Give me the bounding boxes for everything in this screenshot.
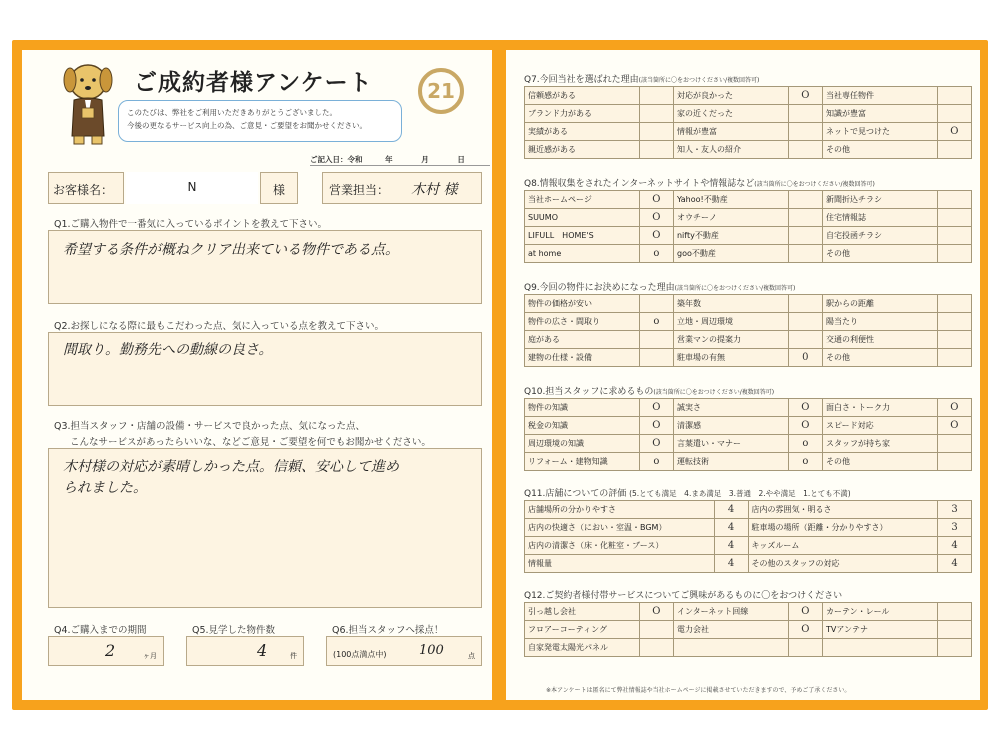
answer-mark-cell[interactable] bbox=[937, 191, 971, 209]
option-label-cell: 駅からの距離 bbox=[822, 295, 937, 313]
table-row bbox=[525, 331, 972, 349]
answer-2-box[interactable] bbox=[48, 332, 482, 406]
option-label-cell: 税金の知識 bbox=[525, 417, 640, 435]
date-year: 年 bbox=[385, 155, 393, 164]
question-9-heading bbox=[524, 280, 795, 293]
table-row bbox=[525, 105, 972, 123]
date-line bbox=[310, 154, 490, 166]
table-row bbox=[525, 537, 972, 555]
answer-mark-cell[interactable]: O bbox=[788, 603, 822, 621]
option-label-cell: 知識が豊富 bbox=[822, 105, 937, 123]
option-label-cell: スピード対応 bbox=[822, 417, 937, 435]
option-label-cell bbox=[673, 639, 788, 657]
option-label-cell: ブランド力がある bbox=[525, 105, 640, 123]
answer-mark-cell[interactable] bbox=[937, 639, 971, 657]
answer-mark-cell[interactable]: O bbox=[937, 123, 971, 141]
option-label-cell: インターネット回線 bbox=[673, 603, 788, 621]
option-label-cell: 建物の仕様・設備 bbox=[525, 349, 640, 367]
answer-mark-cell[interactable] bbox=[639, 331, 673, 349]
answer-mark-cell[interactable] bbox=[788, 105, 822, 123]
answer-mark-cell[interactable] bbox=[639, 295, 673, 313]
table-row bbox=[525, 227, 972, 245]
option-label-cell: 情報量 bbox=[525, 555, 715, 573]
survey-sheet bbox=[12, 40, 988, 710]
customer-label-cell bbox=[48, 172, 124, 204]
answer-mark-cell[interactable]: O bbox=[639, 191, 673, 209]
answer-4-box[interactable] bbox=[48, 636, 164, 666]
question-11-heading bbox=[524, 486, 851, 499]
question-7: Q7.今回当社を選ばれた理由 bbox=[524, 75, 639, 85]
century21-logo: 21 bbox=[418, 68, 464, 114]
question-9: Q9.今回の物件にお決めになった理由 bbox=[524, 283, 675, 293]
answer-mark-cell[interactable]: O bbox=[937, 417, 971, 435]
answer-mark-cell[interactable] bbox=[937, 87, 971, 105]
option-label-cell: 物件の広さ・間取り bbox=[525, 313, 640, 331]
answer-mark-cell[interactable]: 4 bbox=[938, 537, 972, 555]
answer-5-value: 4 bbox=[257, 641, 268, 660]
question-6: Q6.担当スタッフへ採点！ bbox=[332, 625, 444, 636]
option-label-cell: 親近感がある bbox=[525, 141, 640, 159]
table-row bbox=[525, 295, 972, 313]
option-label-cell: 対応が良かった bbox=[673, 87, 788, 105]
question-2: Q2.お探しになる際に最もこだわった点、気に入っている点を教えて下さい。 bbox=[54, 321, 384, 332]
answer-mark-cell[interactable]: 0 bbox=[788, 349, 822, 367]
question-12-table bbox=[524, 602, 972, 657]
answer-6-unit: 点 bbox=[468, 652, 475, 660]
option-label-cell: Yahoo!不動産 bbox=[673, 191, 788, 209]
footnote: ※本アンケートは匿名にて弊社情報誌や当社ホームページに掲載させていただきますので、予めご了承ください。 bbox=[546, 687, 851, 694]
answer-mark-cell[interactable] bbox=[937, 313, 971, 331]
option-label-cell: 築年数 bbox=[673, 295, 788, 313]
question-7-table bbox=[524, 86, 972, 159]
option-label-cell: その他 bbox=[822, 349, 937, 367]
option-label-cell: 清潔感 bbox=[673, 417, 788, 435]
date-day: 日 bbox=[457, 155, 465, 164]
answer-mark-cell[interactable] bbox=[788, 295, 822, 313]
question-9-hint: (該当箇所に〇をおつけください/複数回答可) bbox=[674, 285, 796, 292]
answer-mark-cell[interactable]: 4 bbox=[714, 519, 748, 537]
question-3-line-1: Q3.担当スタッフ・店舗の設備・サービスで良かった点、気になった点、 bbox=[54, 421, 366, 432]
answer-mark-cell[interactable]: o bbox=[788, 453, 822, 471]
answer-mark-cell[interactable]: 3 bbox=[938, 519, 972, 537]
answer-mark-cell[interactable] bbox=[937, 245, 971, 263]
option-label-cell: キッズルーム bbox=[748, 537, 938, 555]
answer-mark-cell[interactable] bbox=[937, 331, 971, 349]
answer-mark-cell[interactable] bbox=[788, 639, 822, 657]
option-label-cell: その他 bbox=[822, 141, 937, 159]
table-row bbox=[525, 191, 972, 209]
answer-mark-cell[interactable] bbox=[639, 105, 673, 123]
answer-mark-cell[interactable]: O bbox=[788, 399, 822, 417]
staff-label: 営業担当： bbox=[329, 183, 390, 197]
option-label-cell: 駐車場の場所（距離・分かりやすさ） bbox=[748, 519, 938, 537]
question-7-hint: (該当箇所に〇をおつけください/複数回答可) bbox=[638, 77, 760, 84]
option-label-cell: 店舗場所の分かりやすさ bbox=[525, 501, 715, 519]
option-label-cell bbox=[822, 639, 937, 657]
question-4: Q4.ご購入までの期間 bbox=[54, 625, 147, 636]
answer-mark-cell[interactable] bbox=[788, 209, 822, 227]
answer-1-text: 希望する条件が概ねクリア出来ている物件である点。 bbox=[63, 242, 399, 258]
answer-mark-cell[interactable] bbox=[937, 141, 971, 159]
table-row bbox=[525, 245, 972, 263]
table-row bbox=[525, 349, 972, 367]
answer-mark-cell[interactable]: 4 bbox=[714, 501, 748, 519]
answer-mark-cell[interactable]: 4 bbox=[714, 537, 748, 555]
question-3-line-2: こんなサービスがあったらいいな、などご意見・ご要望を何でもお聞かせください。 bbox=[70, 437, 431, 448]
answer-6-value: 100 bbox=[419, 643, 444, 658]
option-label-cell: 電力会社 bbox=[673, 621, 788, 639]
answer-mark-cell[interactable]: O bbox=[639, 603, 673, 621]
option-label-cell: カーテン・レール bbox=[822, 603, 937, 621]
answer-6-box[interactable] bbox=[326, 636, 482, 666]
answer-mark-cell[interactable]: O bbox=[639, 209, 673, 227]
answer-mark-cell[interactable] bbox=[937, 453, 971, 471]
option-label-cell: スタッフが持ち家 bbox=[822, 435, 937, 453]
answer-3-box[interactable] bbox=[48, 448, 482, 608]
option-label-cell: 店内の清潔さ（床・化粧室・ブース） bbox=[525, 537, 715, 555]
answer-mark-cell[interactable] bbox=[788, 245, 822, 263]
question-1: Q1.ご購入物件で一番気に入っているポイントを教えて下さい。 bbox=[54, 219, 328, 230]
option-label-cell: 周辺環境の知識 bbox=[525, 435, 640, 453]
answer-mark-cell[interactable]: o bbox=[639, 453, 673, 471]
answer-5-box[interactable] bbox=[186, 636, 304, 666]
greeting-line-2: 今後の更なるサービス向上の為、ご意見・ご要望をお聞かせください。 bbox=[127, 121, 367, 130]
answer-mark-cell[interactable] bbox=[788, 227, 822, 245]
answer-mark-cell[interactable] bbox=[937, 209, 971, 227]
answer-mark-cell[interactable] bbox=[788, 191, 822, 209]
greeting-bubble bbox=[118, 100, 402, 142]
table-row bbox=[525, 621, 972, 639]
right-page bbox=[506, 50, 980, 700]
answer-mark-cell[interactable] bbox=[788, 123, 822, 141]
page-title: ご成約者様アンケート bbox=[134, 70, 373, 96]
table-row bbox=[525, 87, 972, 105]
option-label-cell: 知人・友人の紹介 bbox=[673, 141, 788, 159]
answer-mark-cell[interactable] bbox=[639, 123, 673, 141]
option-label-cell: 誠実さ bbox=[673, 399, 788, 417]
answer-mark-cell[interactable]: O bbox=[788, 87, 822, 105]
option-label-cell: リフォーム・建物知識 bbox=[525, 453, 640, 471]
option-label-cell: 物件の知識 bbox=[525, 399, 640, 417]
table-row bbox=[525, 417, 972, 435]
answer-mark-cell[interactable]: O bbox=[788, 621, 822, 639]
question-10-hint: (該当箇所に〇をおつけください/複数回答可) bbox=[653, 389, 775, 396]
option-label-cell: 庭がある bbox=[525, 331, 640, 349]
answer-mark-cell[interactable] bbox=[639, 87, 673, 105]
option-label-cell: その他 bbox=[822, 245, 937, 263]
table-row bbox=[525, 313, 972, 331]
option-label-cell: 立地・周辺環境 bbox=[673, 313, 788, 331]
answer-mark-cell[interactable]: o bbox=[639, 245, 673, 263]
table-row bbox=[525, 399, 972, 417]
answer-mark-cell[interactable]: O bbox=[639, 417, 673, 435]
table-row bbox=[525, 435, 972, 453]
answer-5-unit: 件 bbox=[290, 652, 297, 660]
answer-mark-cell[interactable]: 4 bbox=[714, 555, 748, 573]
answer-mark-cell[interactable] bbox=[788, 331, 822, 349]
option-label-cell: 店内の雰囲気・明るさ bbox=[748, 501, 938, 519]
date-month: 月 bbox=[421, 155, 429, 164]
staff-cell bbox=[322, 172, 482, 204]
staff-value: 木村 様 bbox=[411, 182, 458, 198]
option-label-cell: 自家発電太陽光パネル bbox=[525, 639, 640, 657]
customer-name-value: N bbox=[187, 180, 197, 194]
option-label-cell: 信頼感がある bbox=[525, 87, 640, 105]
customer-suffix: 様 bbox=[272, 183, 285, 197]
question-11-table bbox=[524, 500, 972, 573]
question-8: Q8.情報収集をされたインターネットサイトや情報誌など bbox=[524, 179, 755, 189]
answer-mark-cell[interactable]: o bbox=[639, 313, 673, 331]
answer-mark-cell[interactable] bbox=[639, 639, 673, 657]
question-8-hint: (該当箇所に〇をおつけください/複数回答可) bbox=[754, 181, 875, 188]
customer-suffix-cell bbox=[260, 172, 298, 204]
answer-mark-cell[interactable] bbox=[937, 621, 971, 639]
answer-2-text: 間取り。勤務先への動線の良さ。 bbox=[63, 342, 273, 358]
option-label-cell: 引っ越し会社 bbox=[525, 603, 640, 621]
answer-mark-cell[interactable] bbox=[639, 621, 673, 639]
answer-mark-cell[interactable] bbox=[937, 105, 971, 123]
table-row bbox=[525, 555, 972, 573]
option-label-cell: nifty不動産 bbox=[673, 227, 788, 245]
answer-mark-cell[interactable]: O bbox=[639, 435, 673, 453]
customer-name-field[interactable] bbox=[126, 172, 258, 204]
table-row bbox=[525, 501, 972, 519]
question-10-heading bbox=[524, 384, 774, 397]
option-label-cell: 営業マンの提案力 bbox=[673, 331, 788, 349]
table-row bbox=[525, 141, 972, 159]
question-8-table bbox=[524, 190, 972, 263]
option-label-cell: SUUMO bbox=[525, 209, 640, 227]
table-row bbox=[525, 123, 972, 141]
answer-1-box[interactable] bbox=[48, 230, 482, 304]
option-label-cell: 情報が豊富 bbox=[673, 123, 788, 141]
question-7-heading bbox=[524, 72, 759, 85]
answer-mark-cell[interactable]: 3 bbox=[938, 501, 972, 519]
answer-mark-cell[interactable] bbox=[788, 141, 822, 159]
table-row bbox=[525, 453, 972, 471]
answer-mark-cell[interactable]: O bbox=[788, 417, 822, 435]
answer-mark-cell[interactable] bbox=[788, 313, 822, 331]
option-label-cell: その他のスタッフの対応 bbox=[748, 555, 938, 573]
option-label-cell: 言葉遣い・マナー bbox=[673, 435, 788, 453]
answer-mark-cell[interactable] bbox=[937, 349, 971, 367]
option-label-cell: goo不動産 bbox=[673, 245, 788, 263]
question-5: Q5.見学した物件数 bbox=[192, 625, 276, 636]
option-label-cell: 物件の価格が安い bbox=[525, 295, 640, 313]
option-label-cell: その他 bbox=[822, 453, 937, 471]
option-label-cell: 新聞折込チラシ bbox=[822, 191, 937, 209]
question-11-scale: (5.とても満足 4.まあ満足 3.普通 2.やや満足 1.とても不満) bbox=[629, 489, 851, 498]
option-label-cell: LIFULL HOME'S bbox=[525, 227, 640, 245]
answer-mark-cell[interactable]: 4 bbox=[938, 555, 972, 573]
option-label-cell: 当社専任物件 bbox=[822, 87, 937, 105]
option-label-cell: TVアンテナ bbox=[822, 621, 937, 639]
option-label-cell: 運転技術 bbox=[673, 453, 788, 471]
answer-mark-cell[interactable] bbox=[937, 227, 971, 245]
table-row bbox=[525, 519, 972, 537]
option-label-cell: 実績がある bbox=[525, 123, 640, 141]
option-label-cell: ネットで見つけた bbox=[822, 123, 937, 141]
option-label-cell: 当社ホームページ bbox=[525, 191, 640, 209]
table-row bbox=[525, 639, 972, 657]
option-label-cell: オウチーノ bbox=[673, 209, 788, 227]
option-label-cell: 店内の快適さ（におい・室温・BGM） bbox=[525, 519, 715, 537]
option-label-cell: 駐車場の有無 bbox=[673, 349, 788, 367]
answer-3-line-2: られました。 bbox=[63, 480, 147, 496]
answer-mark-cell[interactable] bbox=[937, 295, 971, 313]
left-page bbox=[22, 50, 492, 700]
option-label-cell: 住宅情報誌 bbox=[822, 209, 937, 227]
question-11: Q11.店舗についての評価 bbox=[524, 489, 627, 499]
answer-4-value: 2 bbox=[105, 641, 116, 660]
answer-mark-cell[interactable]: O bbox=[639, 227, 673, 245]
option-label-cell: at home bbox=[525, 245, 640, 263]
option-label-cell: 自宅投函チラシ bbox=[822, 227, 937, 245]
answer-mark-cell[interactable]: o bbox=[788, 435, 822, 453]
answer-mark-cell[interactable] bbox=[639, 141, 673, 159]
customer-label: お客様名： bbox=[53, 183, 114, 197]
question-9-table bbox=[524, 294, 972, 367]
answer-mark-cell[interactable] bbox=[639, 349, 673, 367]
dog-mascot-icon bbox=[56, 58, 120, 148]
answer-3-line-1: 木村様の対応が素晴しかった点。信頼、安心して進め bbox=[63, 459, 399, 475]
greeting-line-1: このたびは、弊社をご利用いただきありがとうございました。 bbox=[127, 108, 337, 117]
question-12: Q12.ご契約者様付帯サービスについてご興味があるものに〇をおつけください bbox=[524, 591, 843, 601]
table-row bbox=[525, 209, 972, 227]
question-8-heading bbox=[524, 176, 875, 189]
answer-mark-cell[interactable]: O bbox=[937, 399, 971, 417]
answer-4-unit: ヶ月 bbox=[143, 652, 157, 660]
answer-mark-cell[interactable]: O bbox=[639, 399, 673, 417]
date-label: ご記入日：令和 bbox=[310, 155, 363, 164]
table-row bbox=[525, 603, 972, 621]
answer-mark-cell[interactable] bbox=[937, 435, 971, 453]
option-label-cell: 交通の利便性 bbox=[822, 331, 937, 349]
option-label-cell: フロアーコーティング bbox=[525, 621, 640, 639]
option-label-cell: 家の近くだった bbox=[673, 105, 788, 123]
answer-mark-cell[interactable] bbox=[937, 603, 971, 621]
question-10-table bbox=[524, 398, 972, 471]
option-label-cell: 面白さ・トーク力 bbox=[822, 399, 937, 417]
answer-6-hint: (100点満点中) bbox=[333, 650, 387, 659]
option-label-cell: 陽当たり bbox=[822, 313, 937, 331]
question-10: Q10.担当スタッフに求めるもの bbox=[524, 387, 654, 397]
